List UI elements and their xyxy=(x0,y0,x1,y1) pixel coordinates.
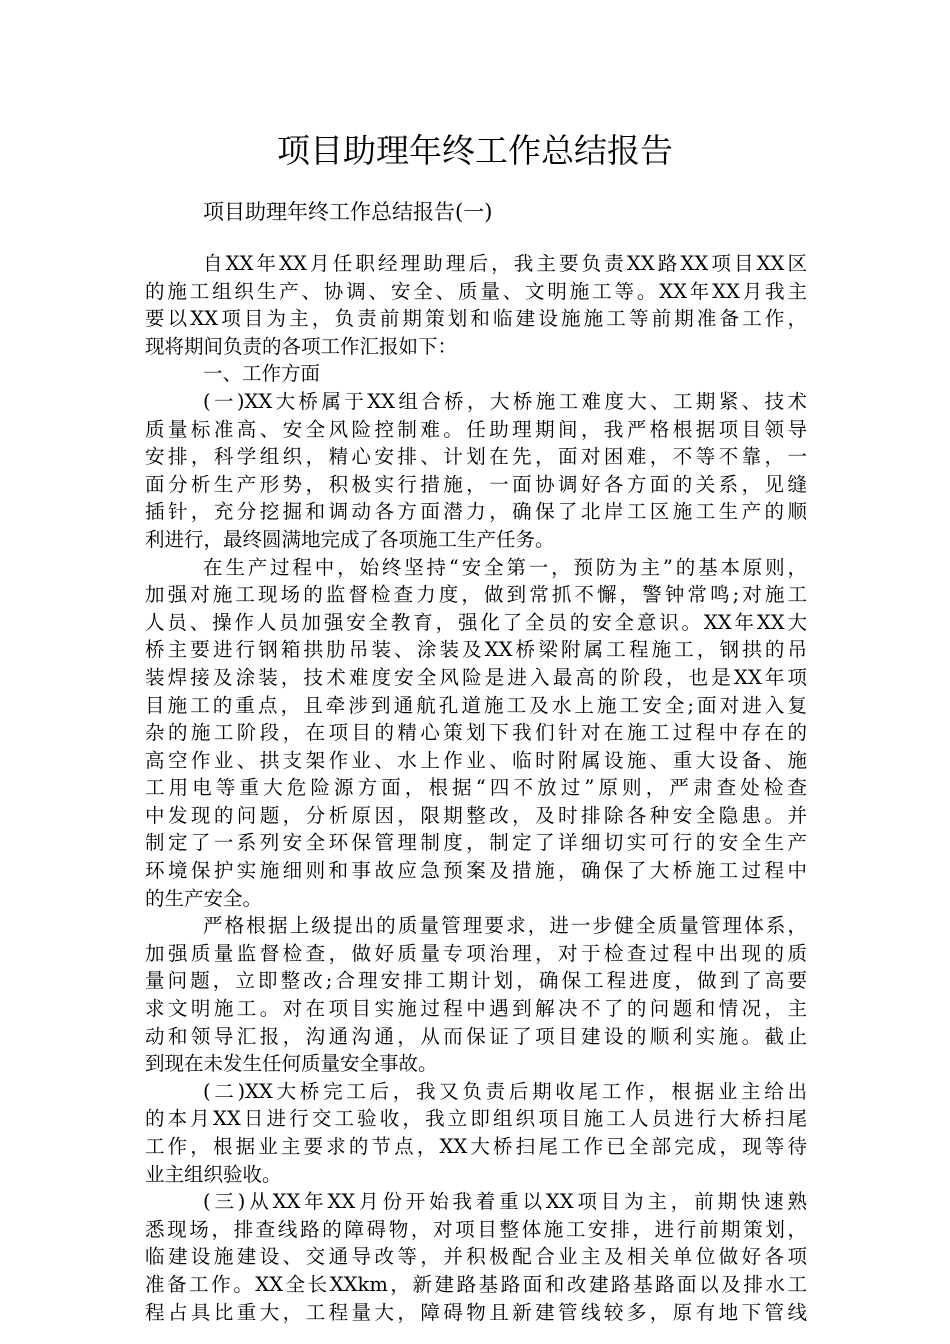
body-line: 环境保护实施细则和事故应急预案及措施，确保了大桥施工过程中 xyxy=(145,859,807,883)
body-line: 业主组织验收。 xyxy=(145,1162,282,1186)
body-line: 准备工作。XX全长XXkm，新建路基路面和改建路基路面以及排水工 xyxy=(145,1272,807,1296)
body-line: 自XX年XX月任职经理助理后，我主要负责XX路XX项目XX区 xyxy=(203,252,807,275)
section-heading: 一、工作方面 xyxy=(203,362,321,386)
body-line: 中发现的问题，分析原因，限期整改，及时排除各种安全隐患。并 xyxy=(145,803,807,827)
body-line: 桥主要进行钢箱拱肋吊装、涂装及XX桥梁附属工程施工，钢拱的吊 xyxy=(145,638,807,662)
body-line: 的本月XX日进行交工验收，我立即组织项目施工人员进行大桥扫尾 xyxy=(145,1107,807,1131)
body-line: 工作，根据业主要求的节点，XX大桥扫尾工作已全部完成，现等待 xyxy=(145,1135,807,1158)
body-line: 加强对施工现场的监督检查力度，做到常抓不懈，警钟常鸣;对施工 xyxy=(145,583,807,607)
body-line: 量问题，立即整改;合理安排工期计划，确保工程进度，做到了高要 xyxy=(145,969,807,993)
body-line: 高空作业、拱支架作业、水上作业、临时附属设施、重大设备、施 xyxy=(145,748,807,772)
document-body xyxy=(145,250,807,1326)
body-line: 临建设施建设、交通导改等，并积极配合业主及相关单位做好各项 xyxy=(145,1245,807,1269)
body-line: 质量标准高、安全风险控制难。任助理期间，我严格根据项目领导 xyxy=(145,417,807,441)
body-line: 严格根据上级提出的质量管理要求，进一步健全质量管理体系， xyxy=(203,914,807,938)
body-line: 求文明施工。对在项目实施过程中遇到解决不了的问题和情况，主 xyxy=(145,997,807,1021)
body-line: 程占具比重大，工程量大，障碍物且新建管线较多，原有地下管线 xyxy=(145,1300,807,1324)
document-title: 项目助理年终工作总结报告 xyxy=(277,131,673,170)
body-line: (一)XX大桥属于XX组合桥，大桥施工难度大、工期紧、技术 xyxy=(203,389,807,413)
body-line: 的生产安全。 xyxy=(145,886,263,910)
body-line: (三)从XX年XX月份开始我着重以XX项目为主，前期快速熟 xyxy=(203,1190,807,1214)
body-line: 在生产过程中，始终坚持“安全第一，预防为主”的基本原则， xyxy=(203,555,807,579)
body-line: 动和领导汇报，沟通沟通，从而保证了项目建设的顺利实施。截止 xyxy=(145,1024,807,1048)
body-line: 到现在未发生任何质量安全事故。 xyxy=(145,1052,438,1076)
body-line: 悉现场，排查线路的障碍物，对项目整体施工安排，进行前期策划， xyxy=(145,1217,807,1241)
document-subtitle: 项目助理年终工作总结报告(一) xyxy=(203,200,493,224)
body-line: 的施工组织生产、协调、安全、质量、文明施工等。XX年XX月我主 xyxy=(145,279,807,303)
body-line: 目施工的重点，且牵涉到通航孔道施工及水上施工安全;面对进入复 xyxy=(145,693,807,717)
body-line: 工用电等重大危险源方面，根据“四不放过”原则，严肃查处检查 xyxy=(145,776,807,800)
body-line: 利进行，最终圆满地完成了各项施工生产任务。 xyxy=(145,527,555,551)
body-line: 人员、操作人员加强安全教育，强化了全员的安全意识。XX年XX大 xyxy=(145,610,807,634)
body-line: 安排，科学组织，精心安排、计划在先，面对困难，不等不靠，一 xyxy=(145,445,807,469)
body-line: 面分析生产形势，积极实行措施，一面协调好各方面的关系，见缝 xyxy=(145,472,807,496)
body-line: 现将期间负责的各项工作汇报如下： xyxy=(145,334,458,358)
body-line: 装焊接及涂装，技术难度安全风险是进入最高的阶段，也是XX年项 xyxy=(145,665,807,689)
body-line: 制定了一系列安全环保管理制度，制定了详细切实可行的安全生产 xyxy=(145,831,807,855)
body-line: 插针，充分挖掘和调动各方面潜力，确保了北岸工区施工生产的顺 xyxy=(145,500,807,524)
body-line: 杂的施工阶段，在项目的精心策划下我们针对在施工过程中存在的 xyxy=(145,721,807,745)
body-line: 要以XX项目为主，负责前期策划和临建设施施工等前期准备工作， xyxy=(145,307,807,331)
body-line: (二)XX大桥完工后，我又负责后期收尾工作，根据业主给出 xyxy=(203,1079,807,1103)
body-line: 加强质量监督检查，做好质量专项治理，对于检查过程中出现的质 xyxy=(145,941,807,965)
